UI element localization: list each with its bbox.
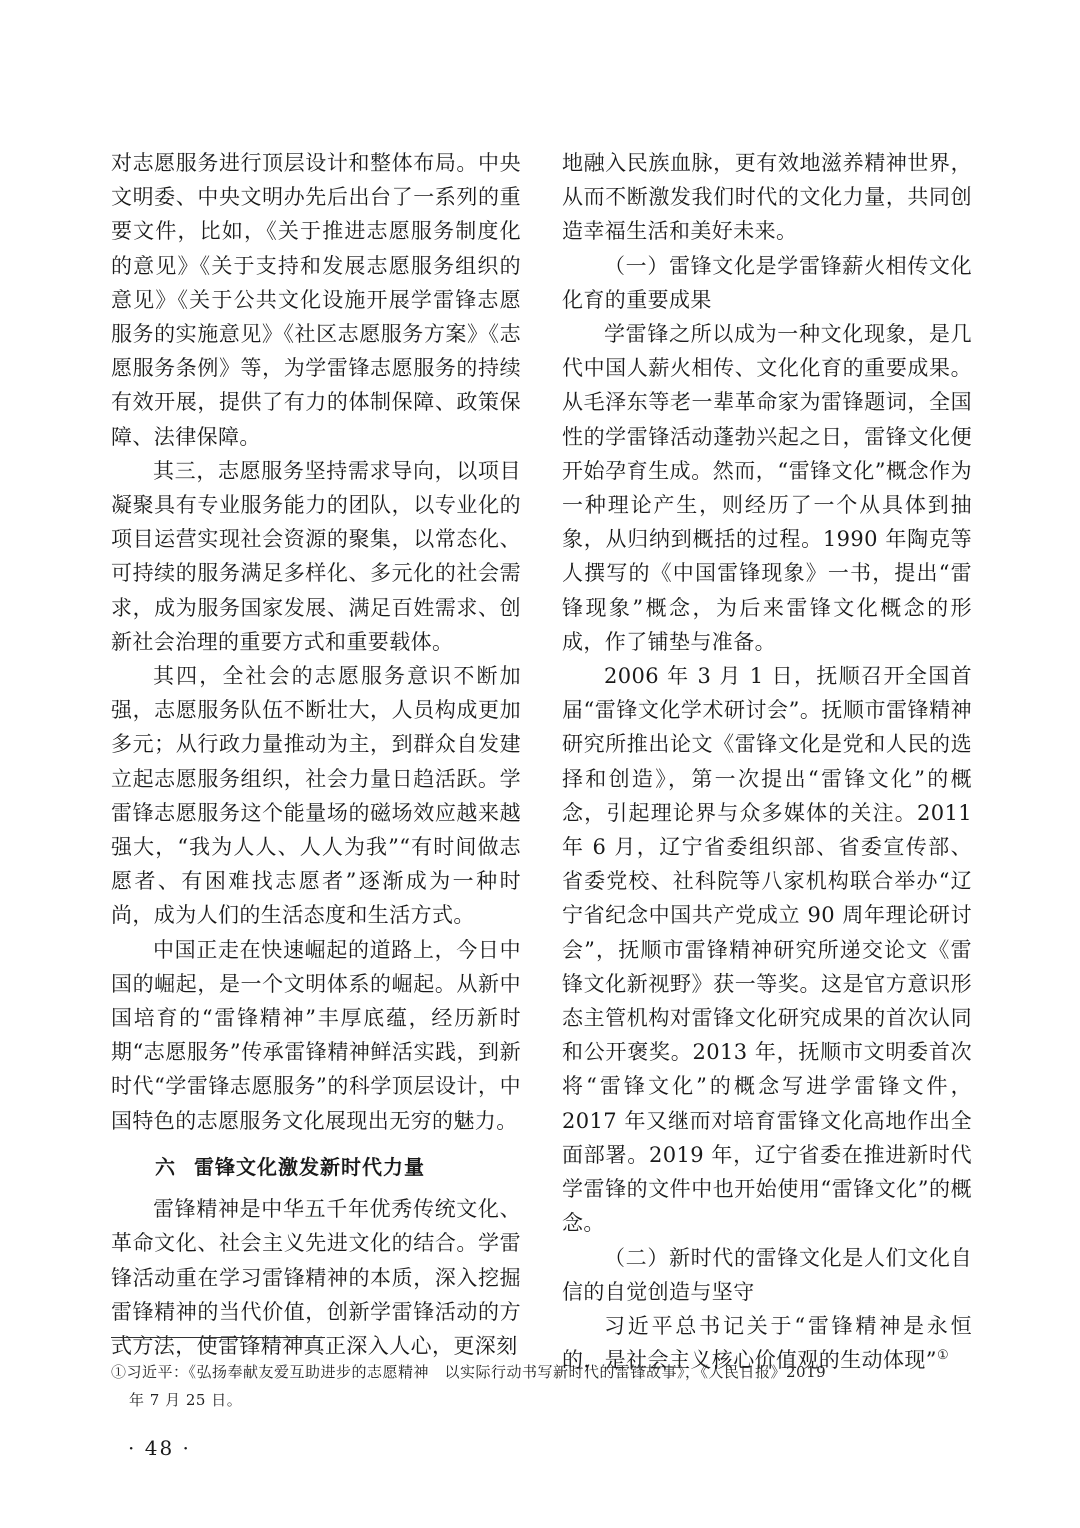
body-paragraph: 其四，全社会的志愿服务意识不断加强，志愿服务队伍不断壮大，人员构成更加多元；从行政力量推动为主，到群众自发建立起志愿服务组织，社会力量日趋活跃。学雷锋志愿服务这个能量场的磁场效应越来越强大，“我为人人、人人为我”“有时间做志愿者、有困难找志愿者”逐渐成为一种时尚，成为人们的生活态度和生活方式。 (111, 664, 521, 928)
body-paragraph: 学雷锋之所以成为一种文化现象，是几代中国人薪火相传、文化化育的重要成果。从毛泽东等老一辈革命家为雷锋题词，全国性的学雷锋活动蓬勃兴起之日，雷锋文化便开始孕育生成。然而，“雷锋文化”概念作为一种理论产生，则经历了一个从具体到抽象，从归纳到概括的过程。1990 年陶克等人撰写的《中国雷锋现象》一书，提出“雷锋现象”概念，为后来雷锋文化概念的形成，作了铺垫与准备。 (562, 322, 972, 654)
body-paragraph: 对志愿服务进行顶层设计和整体布局。中央文明委、中央文明办先后出台了一系列的重要文件，比如，《关于推进志愿服务制度化的意见》《关于支持和发展志愿服务组织的意见》《关于公共文化设施开展学雷锋志愿服务的实施意见》《社区志愿服务方案》《志愿服务条例》等，为学雷锋志愿服务的持续有效开展，提供了有力的体制保障、政策保障、法律保障。 (111, 151, 521, 449)
subsection-heading: （一）雷锋文化是学雷锋薪火相传文化化育的重要成果 (562, 253, 972, 312)
left-column (111, 146, 521, 1363)
section-heading (111, 1150, 521, 1184)
body-paragraph: 中国正走在快速崛起的道路上，今日中国的崛起，是一个文明体系的崛起。从新中国培育的“雷锋精神”丰厚底蕴，经历新时期“志愿服务”传承雷锋精神鲜活实践，到新时代“学雷锋志愿服务”的科学顶层设计，中国特色的志愿服务文化展现出无穷的魅力。 (111, 937, 521, 1133)
body-paragraph: 其三，志愿服务坚持需求导向，以项目凝聚具有专业服务能力的团队，以专业化的项目运营实现社会资源的聚集，以常态化、可持续的服务满足多样化、多元化的社会需求，成为服务国家发展、满足百姓需求、创新社会治理的重要方式和重要载体。 (111, 458, 521, 654)
section-number: 六 (155, 1154, 176, 1179)
right-column (562, 146, 972, 1377)
page-number: · 48 · (128, 1436, 191, 1460)
footnote (111, 1358, 973, 1414)
subsection-heading: （二）新时代的雷锋文化是人们文化自信的自觉创造与坚守 (562, 1245, 972, 1304)
footnote-divider (111, 1337, 325, 1338)
body-paragraph: 2006 年 3 月 1 日，抚顺召开全国首届“雷锋文化学术研讨会”。抚顺市雷锋精神研究所推出论文《雷锋文化是党和人民的选择和创造》，第一次提出“雷锋文化”的概念，引起理论界与众多媒体的关注。2011 年 6 月，辽宁省委组织部、省委宣传部、省委党校、社科院等八家机构联合举办“辽宁省纪念中国共产党成立 90 周年理论研讨会”，抚顺市雷锋精神研究所递交论文《雷锋文化新视野》获一等奖。这是官方意识形态主管机构对雷锋文化研究成果的首次认同和公开褒奖。2013 年，抚顺市文明委首次将“雷锋文化”的概念写进学雷锋文件，2017 年又继而对培育雷锋文化高地作出全面部署。2019 年，辽宁省委在推进新时代学雷锋的文件中也开始使用“雷锋文化”的概念。 (562, 664, 972, 1236)
section-title: 雷锋文化激发新时代力量 (194, 1154, 425, 1179)
body-paragraph: 雷锋精神是中华五千年优秀传统文化、革命文化、社会主义先进文化的结合。学雷锋活动重在学习雷锋精神的本质，深入挖掘雷锋精神的当代价值，创新学雷锋活动的方式方法，使雷锋精神真正深入人心，更深刻 (111, 1197, 521, 1358)
footnote-line: 年 7 月 25 日。 (129, 1391, 243, 1409)
footnote-line: ①习近平：《弘扬奉献友爱互助进步的志愿精神 以实际行动书写新时代的雷锋故事》，《人民日报》2019 (111, 1363, 827, 1381)
body-paragraph: 地融入民族血脉，更有效地滋养精神世界，从而不断激发我们时代的文化力量，共同创造幸福生活和美好未来。 (562, 151, 972, 244)
footnote-marker[interactable]: ① (936, 1348, 949, 1364)
paragraph-text: 习近平总书记关于“雷锋精神是永恒的，是社会主义核心价值观的生动体现” (562, 1313, 972, 1373)
